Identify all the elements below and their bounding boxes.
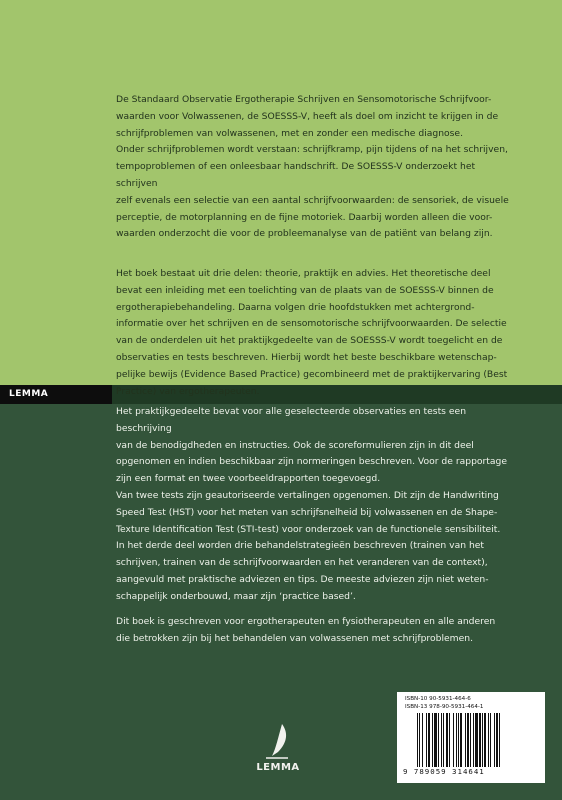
- audience-paragraph: [116, 614, 514, 648]
- text-line: Practice) van ergotherapeuten.: [116, 385, 260, 397]
- text-line: ergotherapiebehandeling. Daarna volgen drie hoofdstukken met achtergrond-: [116, 301, 475, 313]
- text-line: aangevuld met praktische adviezen en tips. De meeste adviezen zijn niet weten-: [116, 573, 489, 585]
- text-line: Het praktijkgedeelte bevat voor alle geselecteerde observaties en tests een beschrijving: [116, 406, 467, 434]
- barcode-bar: [419, 713, 420, 767]
- barcode-bar: [482, 713, 483, 767]
- barcode-bar: [494, 713, 495, 767]
- text-line: Het boek bestaat uit drie delen: theorie, praktijk en advies. Het theoretische deel: [116, 268, 491, 279]
- barcode-bar: [422, 713, 423, 767]
- barcode-digits: 9 789059 314641: [403, 767, 485, 776]
- text-line: opgenomen en indien beschikbaar zijn normeringen beschreven. Voor de rapportage: [116, 456, 508, 468]
- text-line: waarden onderzocht die voor de probleemanalyse van de patiënt van belang zijn.: [116, 228, 493, 240]
- text-line: die betrokken zijn bij het behandelen van volwassenen met schrijfproblemen.: [116, 632, 473, 644]
- barcode-bar: [484, 713, 486, 767]
- text-line: Dit boek is geschreven voor ergotherapeuten en fysiotherapeuten en alle anderen: [116, 616, 496, 627]
- text-line: schrijfproblemen van volwassenen, met en zonder een medische diagnose.: [116, 127, 464, 139]
- text-line: Speed Test (HST) voor het meten van schrijfsnelheid bij volwassenen en de Shape-: [116, 506, 498, 518]
- text-line: van de benodigdheden en instructies. Ook de scoreformulieren zijn in dit deel: [116, 439, 474, 451]
- isbn10-label: ISBN-10 90-5931-464-6: [405, 696, 471, 702]
- text-line: Texture Identification Test (STI-test) voor onderzoek van de functionele sensibiliteit.: [116, 523, 501, 535]
- barcode-bar: [488, 713, 489, 767]
- text-line: tempoproblemen of een onleesbaar handschrift. De SOESSS-V onderzoekt het schrijven: [116, 161, 476, 189]
- barcode-bar: [465, 713, 466, 767]
- barcode-bar: [441, 713, 442, 767]
- barcode-bar: [460, 713, 462, 767]
- practice-paragraph: [116, 404, 514, 606]
- text-line: zijn een format en twee voorbeeldrapporten toegevoegd.: [116, 473, 381, 485]
- barcode-graphic: [417, 713, 535, 767]
- text-line: zelf evenals een selectie van een aantal schrijfvoorwaarden: de sensoriek, de visuele: [116, 194, 509, 206]
- barcode-bar: [449, 713, 450, 767]
- text-line: In het derde deel worden drie behandelstrategieën beschreven (trainen van het: [116, 540, 485, 552]
- logo-wordmark: LEMMA: [256, 762, 300, 773]
- barcode-bar: [417, 713, 418, 767]
- text-line: observaties en tests beschreven. Hierbij wordt het beste beschikbare wetenschap-: [116, 351, 497, 363]
- barcode-bar: [467, 713, 469, 767]
- barcode-bar: [456, 713, 457, 767]
- text-line: Onder schrijfproblemen wordt verstaan: schrijfkramp, pijn tijdens of na het schrijven,: [116, 144, 508, 156]
- text-line: bevat een inleiding met een toelichting van de plaats van de SOESSS-V binnen de: [116, 284, 494, 296]
- barcode-bar: [443, 713, 444, 767]
- brand-tag: LEMMA: [0, 385, 112, 404]
- text-line: Van twee tests zijn geautoriseerde vertalingen opgenomen. Dit zijn de Handwriting: [116, 489, 499, 501]
- text-line: van de onderdelen uit het praktijkgedeelte van de SOESSS-V wordt toegelicht en de: [116, 335, 503, 347]
- barcode-bar: [453, 713, 454, 767]
- barcode-bar: [473, 713, 474, 767]
- barcode-bar: [434, 713, 437, 767]
- text-line: waarden voor Volwassenen, de SOESSS-V, heeft als doel om inzicht te krijgen in de: [116, 110, 499, 122]
- text-line: schappelijk onderbouwd, maar zijn ‘practice based’.: [116, 590, 356, 602]
- text-line: pelijke bewijs (Evidence Based Practice) gecombineerd met de praktijkervaring (Best: [116, 368, 508, 380]
- barcode-bar: [475, 713, 478, 767]
- barcode-bar: [470, 713, 471, 767]
- barcode-bar: [499, 713, 500, 767]
- text-line: schrijven, trainen van de schrijfvoorwaarden en het veranderen van de context),: [116, 557, 488, 569]
- isbn13-label: ISBN-13 978-90-5931-464-1: [405, 704, 484, 710]
- barcode-bar: [438, 713, 439, 767]
- barcode-bar: [428, 713, 430, 767]
- barcode-bar: [432, 713, 433, 767]
- barcode-bar: [446, 713, 448, 767]
- barcode-bar: [490, 713, 491, 767]
- text-line: perceptie, de motorplanning en de fijne motoriek. Daarbij worden alleen die voor-: [116, 211, 493, 223]
- text-line: informatie over het schrijven en de sensomotorische schrijfvoorwaarden. De selectie: [116, 318, 507, 330]
- publisher-logo: [248, 722, 308, 782]
- barcode-bar: [479, 713, 481, 767]
- barcode-bar: [426, 713, 427, 767]
- barcode-bar: [458, 713, 459, 767]
- text-line: De Standaard Observatie Ergotherapie Schrijven en Sensomotorische Schrijfvoor-: [116, 94, 492, 105]
- structure-paragraph: [116, 266, 514, 400]
- barcode-bar: [496, 713, 498, 767]
- intro-paragraph: [116, 92, 514, 243]
- barcode-panel: [397, 692, 545, 783]
- lemma-leaf-icon: [258, 722, 298, 760]
